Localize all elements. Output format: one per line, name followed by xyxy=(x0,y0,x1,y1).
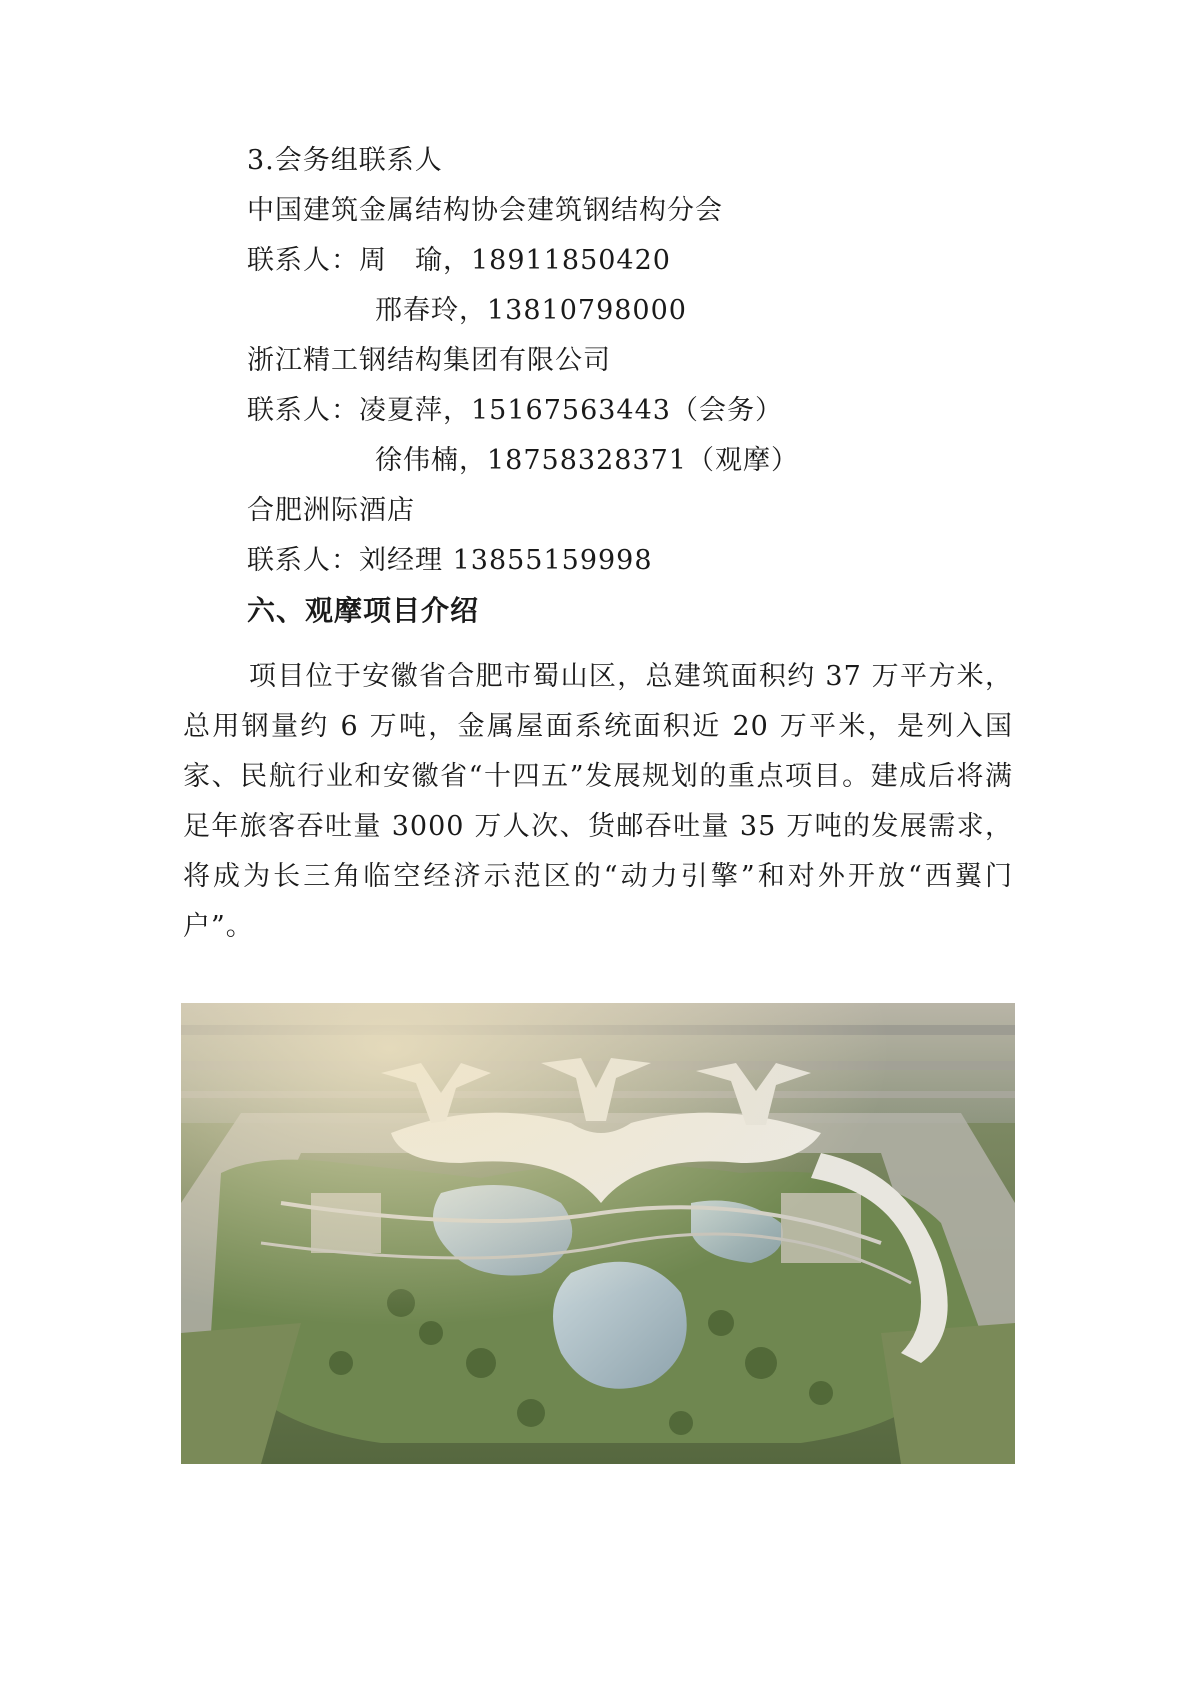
contact-line: 联系人：刘经理 13855159998 xyxy=(247,545,653,576)
section-heading: 六、观摩项目介绍 xyxy=(247,594,480,627)
contact-line: 联系人：周 瑜，18911850420 xyxy=(247,245,671,276)
contact-line: 邢春玲，13810798000 xyxy=(375,295,687,326)
airport-terminal-aerial-rendering-icon xyxy=(181,1003,1015,1464)
section-title: 3.会务组联系人 xyxy=(247,145,443,176)
org-name: 中国建筑金属结构协会建筑钢结构分会 xyxy=(247,195,723,226)
org-name: 浙江精工钢结构集团有限公司 xyxy=(247,345,611,376)
contact-line: 联系人：凌夏萍，15167563443（会务） xyxy=(247,395,783,426)
project-description: 项目位于安徽省合肥市蜀山区，总建筑面积约 37 万平方米，总用钢量约 6 万吨，金属屋面系统面积近 20 万平米，是列入国家、民航行业和安徽省“十四五”发展规划的重点项目。建成后将满足年旅客吞吐量 3000 万人次、货邮吞吐量 35 万吨的发展需求，将成为长三角临空经济示范区的“动力引擎”和对外开放“西翼门户”。 xyxy=(183,661,1013,942)
contact-line: 徐伟楠，18758328371（观摩） xyxy=(375,445,799,476)
org-name: 合肥洲际酒店 xyxy=(247,495,415,526)
